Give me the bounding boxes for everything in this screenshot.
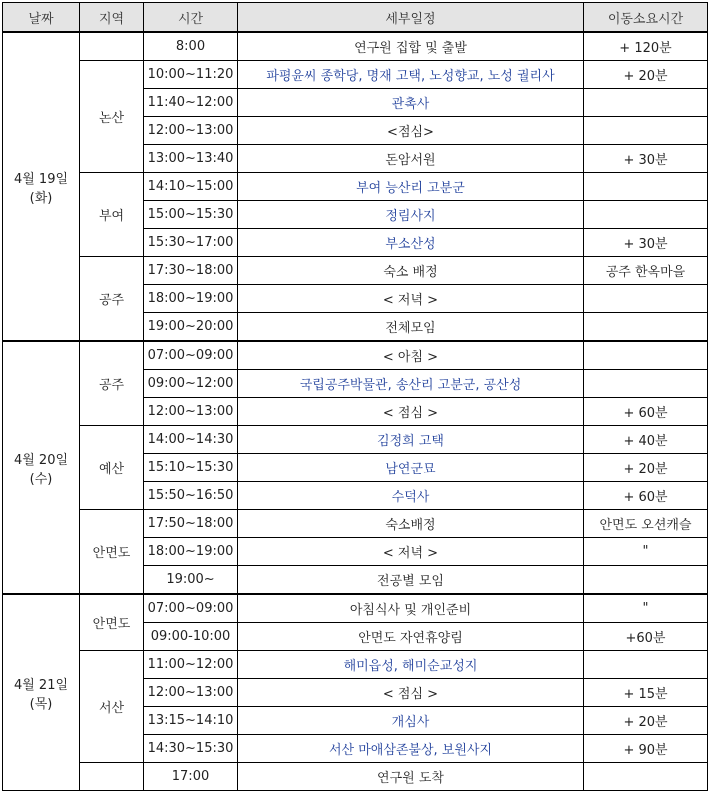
region-cell: 공주: [80, 257, 144, 342]
schedule-table: [2, 2, 708, 791]
detail-cell: 연구원 집합 및 출발: [238, 32, 584, 61]
table-row: [3, 510, 708, 538]
detail-cell: 아침식사 및 개인준비: [238, 594, 584, 623]
time-cell: 19:00~: [144, 566, 238, 595]
detail-cell: 정림사지: [238, 201, 584, 229]
detail-cell: 전체모임: [238, 313, 584, 342]
time-cell: 07:00~09:00: [144, 341, 238, 370]
detail-cell: 부소산성: [238, 229, 584, 257]
detail-cell: 국립공주박물관, 송산리 고분군, 공산성: [238, 370, 584, 398]
region-cell: [80, 32, 144, 61]
time-cell: 8:00: [144, 32, 238, 61]
region-cell: 서산: [80, 651, 144, 763]
travel-cell: [584, 313, 708, 342]
table-row: [3, 61, 708, 89]
date-cell: [3, 32, 80, 341]
table-row: [3, 763, 708, 791]
travel-cell: [584, 201, 708, 229]
travel-cell: +60분: [584, 623, 708, 651]
detail-cell: 김정희 고택: [238, 426, 584, 454]
weekday-label: (화): [29, 190, 53, 206]
detail-cell: 파평윤씨 종학당, 명재 고택, 노성향교, 노성 궐리사: [238, 61, 584, 89]
table-row: [3, 341, 708, 370]
time-cell: 17:30~18:00: [144, 257, 238, 285]
region-cell: 안면도: [80, 510, 144, 595]
region-cell: 예산: [80, 426, 144, 510]
detail-cell: 전공별 모임: [238, 566, 584, 595]
travel-cell: [584, 651, 708, 679]
time-cell: 11:00~12:00: [144, 651, 238, 679]
weekday-label: (목): [29, 696, 53, 712]
travel-cell: + 120분: [584, 32, 708, 61]
time-cell: 13:15~14:10: [144, 707, 238, 735]
time-cell: 12:00~13:00: [144, 398, 238, 426]
travel-cell: ": [584, 538, 708, 566]
travel-cell: + 90분: [584, 735, 708, 763]
date-label: 4월 19일: [13, 171, 69, 187]
table-row: [3, 32, 708, 61]
travel-cell: ": [584, 594, 708, 623]
detail-cell: 안면도 자연휴양림: [238, 623, 584, 651]
time-cell: 14:30~15:30: [144, 735, 238, 763]
region-cell: 부여: [80, 173, 144, 257]
detail-cell: < 저녁 >: [238, 538, 584, 566]
detail-cell: 관촉사: [238, 89, 584, 117]
header-travel: 이동소요시간: [584, 3, 708, 33]
travel-cell: [584, 341, 708, 370]
table-row: [3, 594, 708, 623]
region-cell: [80, 763, 144, 791]
table-row: [3, 173, 708, 201]
header-row: [3, 3, 708, 33]
travel-cell: 공주 한옥마을: [584, 257, 708, 285]
detail-cell: 숙소배정: [238, 510, 584, 538]
travel-cell: + 60분: [584, 482, 708, 510]
detail-cell: < 점심 >: [238, 398, 584, 426]
detail-cell: 수덕사: [238, 482, 584, 510]
header-time: 시간: [144, 3, 238, 33]
time-cell: 15:30~17:00: [144, 229, 238, 257]
travel-cell: + 40분: [584, 426, 708, 454]
date-label: 4월 21일: [13, 677, 69, 693]
travel-cell: [584, 173, 708, 201]
detail-cell: < 아침 >: [238, 341, 584, 370]
date-cell: [3, 341, 80, 594]
time-cell: 09:00~12:00: [144, 370, 238, 398]
travel-cell: [584, 285, 708, 313]
time-cell: 15:10~15:30: [144, 454, 238, 482]
travel-cell: + 30분: [584, 229, 708, 257]
detail-cell: 돈암서원: [238, 145, 584, 173]
weekday-label: (수): [29, 471, 53, 487]
time-cell: 19:00~20:00: [144, 313, 238, 342]
region-cell: 논산: [80, 61, 144, 173]
travel-cell: + 30분: [584, 145, 708, 173]
detail-cell: 해미읍성, 해미순교성지: [238, 651, 584, 679]
travel-cell: [584, 566, 708, 595]
table-row: [3, 426, 708, 454]
time-cell: 17:50~18:00: [144, 510, 238, 538]
time-cell: 18:00~19:00: [144, 285, 238, 313]
schedule-body: [3, 32, 708, 791]
time-cell: 10:00~11:20: [144, 61, 238, 89]
time-cell: 15:00~15:30: [144, 201, 238, 229]
time-cell: 07:00~09:00: [144, 594, 238, 623]
time-cell: 17:00: [144, 763, 238, 791]
travel-cell: + 60분: [584, 398, 708, 426]
detail-cell: 개심사: [238, 707, 584, 735]
travel-cell: + 20분: [584, 454, 708, 482]
time-cell: 12:00~13:00: [144, 679, 238, 707]
region-cell: 공주: [80, 341, 144, 426]
detail-cell: 연구원 도착: [238, 763, 584, 791]
travel-cell: [584, 117, 708, 145]
time-cell: 14:10~15:00: [144, 173, 238, 201]
time-cell: 09:00-10:00: [144, 623, 238, 651]
time-cell: 12:00~13:00: [144, 117, 238, 145]
detail-cell: < 저녁 >: [238, 285, 584, 313]
header-region: 지역: [80, 3, 144, 33]
table-row: [3, 257, 708, 285]
detail-cell: 서산 마애삼존불상, 보원사지: [238, 735, 584, 763]
time-cell: 18:00~19:00: [144, 538, 238, 566]
time-cell: 11:40~12:00: [144, 89, 238, 117]
detail-cell: 부여 능산리 고분군: [238, 173, 584, 201]
time-cell: 14:00~14:30: [144, 426, 238, 454]
travel-cell: + 20분: [584, 61, 708, 89]
detail-cell: <점심>: [238, 117, 584, 145]
header-date: 날짜: [3, 3, 80, 33]
date-label: 4월 20일: [13, 452, 69, 468]
detail-cell: < 점심 >: [238, 679, 584, 707]
detail-cell: 남연군묘: [238, 454, 584, 482]
travel-cell: + 20분: [584, 707, 708, 735]
region-cell: 안면도: [80, 594, 144, 651]
detail-cell: 숙소 배정: [238, 257, 584, 285]
time-cell: 13:00~13:40: [144, 145, 238, 173]
date-cell: [3, 594, 80, 791]
travel-cell: 안면도 오션캐슬: [584, 510, 708, 538]
travel-cell: [584, 89, 708, 117]
header-detail: 세부일정: [238, 3, 584, 33]
travel-cell: [584, 370, 708, 398]
travel-cell: [584, 763, 708, 791]
time-cell: 15:50~16:50: [144, 482, 238, 510]
travel-cell: + 15분: [584, 679, 708, 707]
table-row: [3, 651, 708, 679]
